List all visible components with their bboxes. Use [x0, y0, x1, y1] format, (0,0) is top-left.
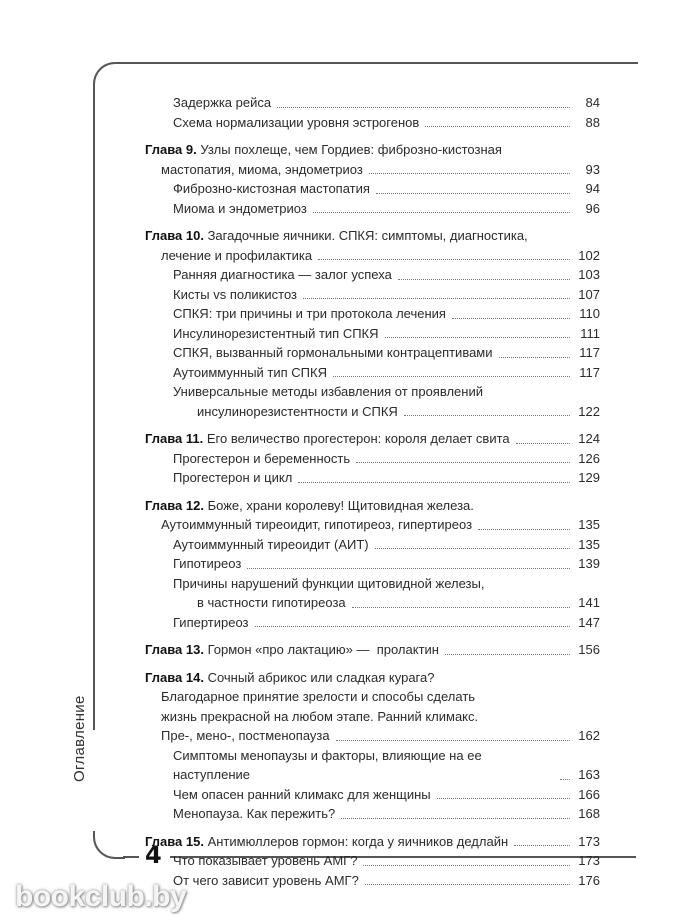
chapter-title: Гормон «про лактацию» — пролактин: [207, 642, 439, 657]
toc-entry-page: 141: [578, 595, 600, 610]
toc-entry[interactable]: [145, 343, 600, 363]
toc-entry[interactable]: [145, 746, 600, 785]
toc-entry-page: 147: [578, 614, 600, 630]
leader-dots: [352, 607, 570, 608]
leader-dots: [318, 259, 570, 260]
chapter-label: Глава 15.: [145, 833, 204, 849]
table-of-contents: [145, 93, 600, 890]
toc-entry-page: 111: [580, 325, 600, 341]
toc-entry-title: Гипертиреоз: [173, 614, 249, 630]
toc-entry-page: 166: [578, 786, 600, 802]
chapter-title: Загадочные яичники. СПКЯ: симптомы, диагностика,: [207, 228, 528, 243]
leader-dots: [363, 865, 570, 866]
toc-entry-title: Симптомы менопаузы и факторы, влияющие на ее наступление: [173, 747, 486, 782]
leader-dots: [499, 357, 570, 358]
toc-entry[interactable]: [145, 285, 600, 305]
chapter-title-cont: Аутоиммунный тиреоидит, гипотиреоз, гипертиреоз: [161, 517, 473, 532]
toc-entry-title: Что показывает уровень АМГ?: [173, 853, 358, 868]
toc-entry-title: От чего зависит уровень АМГ?: [173, 872, 359, 888]
leader-dots: [255, 626, 570, 627]
leader-dots: [514, 845, 570, 846]
chapter-label: Глава 9.: [145, 142, 197, 157]
toc-chapter-9[interactable]: [145, 140, 600, 179]
toc-chapter-15[interactable]: [145, 832, 600, 852]
toc-chapter-11[interactable]: [145, 429, 600, 449]
toc-entry-page: 88: [585, 114, 600, 130]
chapter-title-cont: мастопатия, миома, эндометриоз: [161, 161, 363, 177]
toc-chapter-14[interactable]: [145, 668, 600, 746]
toc-entry-page: 94: [585, 181, 600, 196]
toc-entry-title: Прогестерон и цикл: [173, 470, 293, 485]
toc-entry[interactable]: [145, 93, 600, 113]
chapter-title: Антимюллеров гормон: когда у яичников дедлайн: [207, 833, 509, 849]
toc-entry[interactable]: [145, 613, 600, 633]
toc-entry[interactable]: [145, 363, 600, 383]
chapter-page: 173: [578, 833, 600, 849]
toc-entry[interactable]: [145, 535, 600, 555]
toc-entry[interactable]: [145, 449, 600, 469]
toc-entry-page: 103: [578, 267, 600, 282]
leader-dots: [376, 193, 570, 194]
toc-chapter-12[interactable]: [145, 496, 600, 535]
toc-entry-title: Схема нормализации уровня эстрогенов: [173, 114, 420, 130]
toc-entry-title: Аутоиммунный тиреоидит (АИТ): [173, 536, 369, 552]
toc-entry-title: СПКЯ: три причины и три протокола лечения: [173, 306, 446, 321]
toc-chapter-13[interactable]: [145, 640, 600, 660]
section-side-label: Оглавление: [71, 695, 88, 782]
toc-entry[interactable]: [145, 851, 600, 871]
chapter-page: 135: [578, 517, 600, 532]
watermark: bookclub.by: [15, 880, 187, 913]
toc-entry-page: 173: [578, 853, 600, 868]
toc-entry-page: 107: [578, 286, 600, 302]
toc-entry[interactable]: [145, 785, 600, 805]
leader-dots: [516, 443, 570, 444]
toc-entry-title: Аутоиммунный тип СПКЯ: [173, 364, 327, 380]
leader-dots: [478, 529, 570, 530]
chapter-page: 162: [578, 728, 600, 743]
page-frame-bottom-corner: [93, 831, 125, 859]
toc-entry-page: 110: [579, 306, 600, 321]
toc-entry-title: Универсальные методы избавления от проявлений: [173, 384, 483, 399]
leader-dots: [437, 798, 570, 799]
leader-dots: [298, 482, 570, 483]
chapter-label: Глава 11.: [145, 431, 204, 446]
toc-entry-page: 96: [585, 200, 600, 216]
leader-dots: [452, 318, 570, 319]
toc-entry[interactable]: [145, 554, 600, 574]
chapter-page: 156: [578, 642, 600, 657]
toc-entry-title-cont: инсулинорезистентности и СПКЯ: [197, 403, 398, 419]
leader-dots: [425, 126, 570, 127]
leader-dots: [336, 740, 570, 741]
page-frame-left: [93, 100, 95, 730]
toc-entry-title: Причины нарушений функции щитовидной железы,: [173, 575, 485, 591]
chapter-title-cont: Благодарное принятие зрелости и способы сделать: [161, 689, 476, 704]
chapter-label: Глава 12.: [145, 497, 204, 513]
toc-entry-page: 84: [585, 95, 600, 110]
leader-dots: [369, 173, 570, 174]
toc-entry-title: Инсулинорезистентный тип СПКЯ: [173, 325, 379, 341]
toc-entry-title-cont: в частности гипотиреоза: [197, 595, 346, 610]
chapter-label: Глава 13.: [145, 642, 204, 657]
page-frame-bottom-line: [123, 856, 139, 858]
chapter-title-cont: лечение и профилактика: [161, 247, 313, 263]
chapter-title-cont: жизнь прекрасной на любом этапе. Ранний климакс.: [161, 708, 479, 724]
chapter-title: Боже, храни королеву! Щитовидная железа.: [207, 497, 474, 513]
toc-entry-page: 126: [578, 450, 600, 466]
toc-entry[interactable]: [145, 265, 600, 285]
chapter-label: Глава 10.: [145, 228, 204, 243]
toc-entry-page: 135: [578, 536, 600, 552]
leader-dots: [375, 548, 570, 549]
leader-dots: [365, 884, 570, 885]
toc-entry[interactable]: [145, 113, 600, 133]
toc-entry-title: Миома и эндометриоз: [173, 200, 307, 216]
toc-entry-page: 129: [578, 470, 600, 485]
chapter-page: 93: [585, 161, 600, 177]
toc-entry-page: 117: [579, 364, 600, 380]
toc-entry-page: 176: [578, 872, 600, 888]
leader-dots: [277, 107, 570, 108]
toc-entry-title: Ранняя диагностика — залог успеха: [173, 267, 392, 282]
toc-entry[interactable]: [145, 574, 600, 613]
toc-entry-title: Гипотиреоз: [173, 556, 242, 571]
toc-entry-title: Прогестерон и беременность: [173, 450, 351, 466]
leader-dots: [356, 462, 570, 463]
leader-dots: [313, 212, 570, 213]
leader-dots: [404, 415, 570, 416]
page-number: 4: [145, 841, 162, 869]
leader-dots: [445, 654, 570, 655]
leader-dots: [303, 298, 570, 299]
chapter-title-cont: Пре-, мено-, постменопауза: [161, 728, 330, 743]
leader-dots: [341, 818, 570, 819]
toc-entry[interactable]: [145, 804, 600, 824]
leader-dots: [560, 779, 570, 780]
toc-entry-title: СПКЯ, вызванный гормональными контрацептивами: [173, 345, 493, 360]
toc-entry-page: 117: [579, 345, 600, 360]
toc-entry[interactable]: [145, 382, 600, 421]
toc-entry[interactable]: [145, 324, 600, 344]
chapter-page: 102: [578, 247, 600, 263]
leader-dots: [398, 279, 570, 280]
toc-chapter-10[interactable]: [145, 226, 600, 265]
toc-entry-page: 139: [578, 556, 600, 571]
chapter-title: Его величество прогестерон: короля делает свита: [206, 431, 510, 446]
toc-entry-title: Кисты vs поликистоз: [173, 286, 297, 302]
toc-entry[interactable]: [145, 304, 600, 324]
toc-entry-page: 122: [578, 403, 600, 419]
chapter-title: Сочный абрикос или сладкая курага?: [207, 669, 435, 685]
chapter-label: Глава 14.: [145, 669, 204, 685]
chapter-page: 124: [578, 431, 600, 446]
toc-entry-title: Менопауза. Как пережить?: [173, 806, 336, 821]
toc-entry[interactable]: [145, 199, 600, 219]
toc-entry-page: 163: [578, 767, 600, 782]
leader-dots: [385, 337, 570, 338]
toc-entry-title: Задержка рейса: [173, 95, 272, 110]
toc-entry-title: Чем опасен ранний климакс для женщины: [173, 786, 431, 802]
toc-entry-title: Фиброзно-кистозная мастопатия: [173, 181, 370, 196]
toc-entry[interactable]: [145, 871, 600, 891]
leader-dots: [333, 376, 570, 377]
leader-dots: [247, 568, 570, 569]
toc-entry-page: 168: [578, 806, 600, 821]
toc-entry[interactable]: [145, 468, 600, 488]
toc-entry[interactable]: [145, 179, 600, 199]
chapter-title: Узлы похлеще, чем Гордиев: фиброзно-кистозная: [200, 142, 502, 157]
